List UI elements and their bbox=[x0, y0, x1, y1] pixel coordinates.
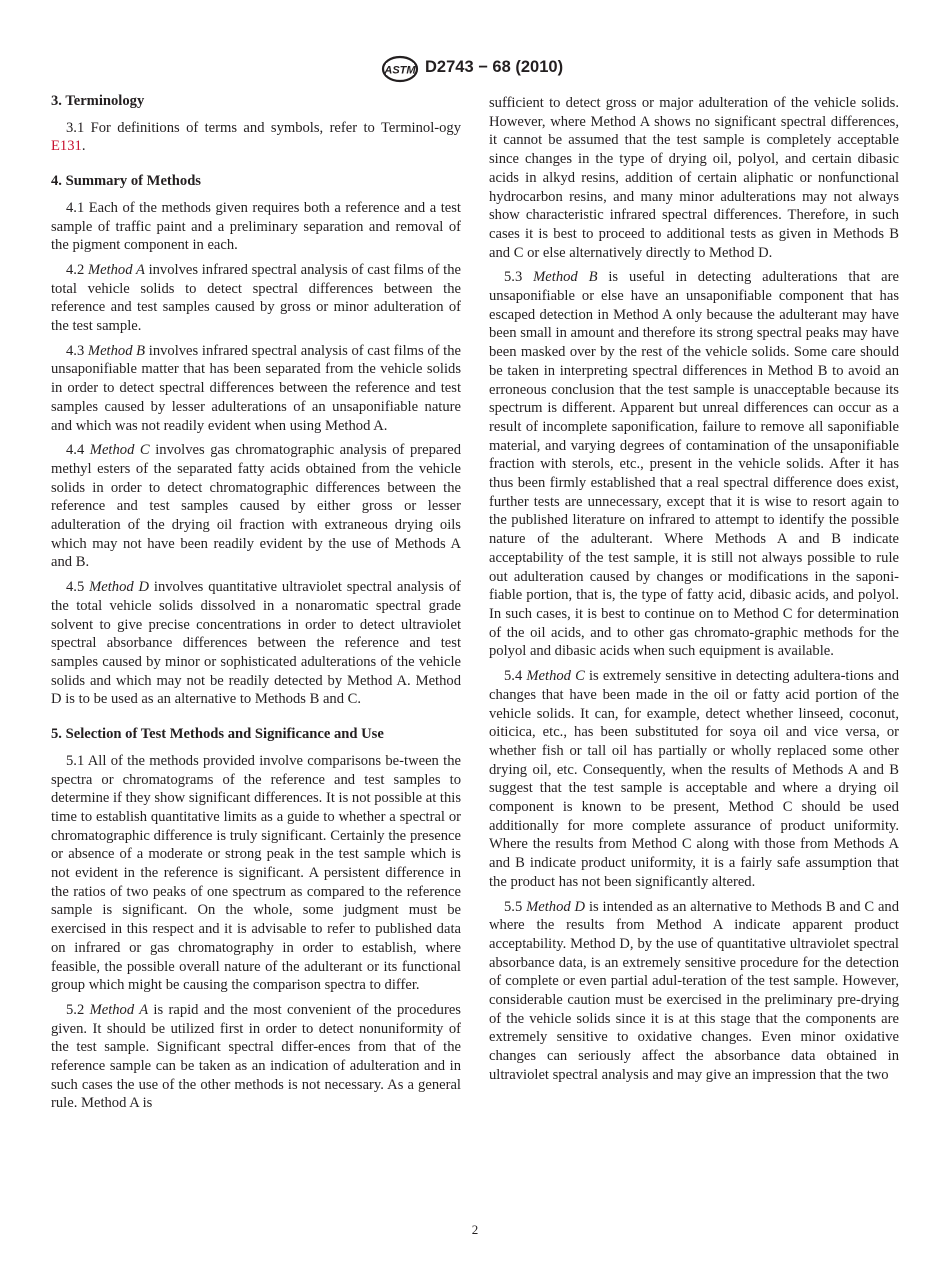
page-number: 2 bbox=[471, 1222, 479, 1237]
paragraph-5-5: 5.5 Method D is intended as an alternative to Methods B and C and where the results from Method A indicate apparent product acceptability. Method D, by the use of quantitative ultraviolet spectral absorbance data, is an extremely sensitive procedure for the detection of complete or even partial adul-teration of the test sample. However, considerable caution must be exercised in the preliminary pre-drying of the vehicle solids since it is at this stage that the components are extremely sensitive to oxidative changes. Even minor oxidative changes can seriously affect the absorbance data obtained in ultraviolet spectral analysis and may give an impression that the two bbox=[489, 898, 900, 1083]
standard-designation: D2743 − 68 (2010) bbox=[425, 58, 564, 76]
paragraph-4-2: 4.2 Method A involves infrared spectral analysis of cast films of the total vehicle solids to detect spectral differences between the reference and test samples caused by gross or minor adulteration of the test sample. bbox=[51, 261, 461, 335]
paragraph-5-1: 5.1 All of the methods provided involve comparisons be-tween the spectra or chromatograms of the reference and test samples to determine if they show significant differences. It is not possible at this time to establish quantitative limits as a guide to whether a spectral or chromatographic difference is truly significant. Certainly the presence or absence of a moderate or strong peak in the test sample which is not evident in the reference is significant. A persistent difference in the ratios of two peaks of one spectrum as compared to the reference sample is significant. On the whole, some judgment must be exercised in this respect and it is advisable to refer to published data on infrared or gas chromatography in order to establish, where feasible, the possible overall nature of the adulterant or its functional group which might be causing the comparison spectra to differ. bbox=[51, 752, 461, 994]
svg-text:ASTM: ASTM bbox=[384, 64, 416, 77]
paragraph-4-1: 4.1 Each of the methods given requires both a reference and a test sample of traffic paint and a preliminary separation and removal of the pigment component in each. bbox=[51, 199, 461, 254]
paragraph-5-2-continued: sufficient to detect gross or major adulteration of the vehicle solids. However, where Method A shows no significant spectral differences, it cannot be assumed that the test sample is completely acceptable since changes in the type of drying oil, polyol, and certain dibasic acids in alkyd resins, addition of certain aliphatic or nonfunctional hydrocarbon resins, and many minor adulterations may not always show characteristic infrared spectral differences. Therefore, in such cases it is best to proceed to additional tests as given in Methods B and C or else alternatively directly to Method D. bbox=[489, 95, 899, 261]
paragraph-5-2: 5.2 Method A is rapid and the most convenient of the procedures given. It should be utilized first in order to detect nonuniformity of the test sample. Significant spectral differ-ences from that of the reference sample can be taken as an indication of adulteration and in such cases the use of the other methods is not necessary. As a general rule. Method A is bbox=[51, 1001, 461, 1112]
paragraph-5-4: 5.4 Method C is extremely sensitive in detecting adultera-tions and changes that have been made in the oil or fatty acid portion of the vehicle solids. It can, for example, detect whether linseed, coconut, oiticica, etc., has been substituted for soya oil and vice versa, or whether fish or tall oil has partially or wholly replaced some other drying oil, etc. Consequently, when the results of Methods A and B suggest that the test sample is acceptable and where a drying oil component is known to be present, Method C should be used additionally for more complete assurance of product uniformity. Where the results from Method C along with those from Methods A and B indicate product uniformity, it is a fairly safe assumption that the product has not been significantly altered. bbox=[489, 668, 900, 890]
paragraph-3-1: 3.1 For definitions of terms and symbols, refer to Terminol-ogy E131. bbox=[51, 119, 461, 155]
right-column bbox=[489, 94, 899, 1091]
paragraph-4-3: 4.3 Method B involves infrared spectral analysis of cast films of the unsaponifiable matter that has been separated from the vehicle solids in order to detect spectral differences between the reference and test samples caused by lesser adulterations of an unsaponifiable nature and which was not readily evident when using Method A. bbox=[51, 342, 461, 434]
paragraph-4-5: 4.5 Method D involves quantitative ultraviolet spectral analysis of the total vehicle solids dissolved in a nonaromatic spectral grade solvent to give precise concentrations in order to detect ultraviolet spectral absorbance differences between the reference and test samples caused by minor or sophisticated adulterations of the vehicle solids and which may not be readily detected by Method A. Method D is to be used as an alternative to Methods B and C. bbox=[51, 579, 461, 708]
paragraph-4-4: 4.4 Method C involves gas chromatographic analysis of prepared methyl esters of the separated fatty acids obtained from the vehicle solids in order to detect chromatographic differences between the reference and test samples caused by either gross or lesser adulteration of the drying oil fraction with extraneous drying oils which may not have been readily evident by the use of Methods A and B. bbox=[51, 442, 461, 571]
page-header bbox=[0, 54, 950, 84]
left-column bbox=[51, 92, 461, 1119]
paragraph-5-3: 5.3 Method B is useful in detecting adulterations that are unsaponifiable or else have an unsaponifiable component that has escaped detection in Method A only because the adulterant may have been small in amount and therefore its strong spectral peaks may have been masked over by the rest of the vehicle solids. Some care should be taken in interpreting spectral differences in Method B to avoid an erroneous conclusion that the test sample is unacceptable because its spectrum is different. Apparent but unreal differences can occur as a result of incomplete saponification, failure to remove all saponifiable material, and varying degrees of contamination of the unsaponifiable fraction with sterols, etc., present in the vehicle solids. After it has thus been firmly established that a real spectral difference does exist, further tests are unnecessary, except that it is wise to resort again to the published literature on infrared to attempt to identify the possible nature of the adulterant. Where Methods A and B indicate acceptability of the test sample, it is still not always possible to rule out adulteration caused by changes or modifications in the saponi-fiable portion, that is, the type of fatty acid, dibasic acids, and polyol. In such cases, it is best to continue on to Method C for determination of the oil acids, and to other gas chromato-graphic methods for the polyol and dibasic acids when such equipment is available. bbox=[489, 269, 899, 660]
section-5-heading: 5. Selection of Test Methods and Significance and Use bbox=[51, 726, 384, 743]
section-3-heading: 3. Terminology bbox=[51, 93, 145, 109]
astm-logo bbox=[380, 54, 420, 84]
e131-link[interactable]: E131 bbox=[51, 138, 82, 155]
section-4-heading: 4. Summary of Methods bbox=[51, 173, 201, 190]
